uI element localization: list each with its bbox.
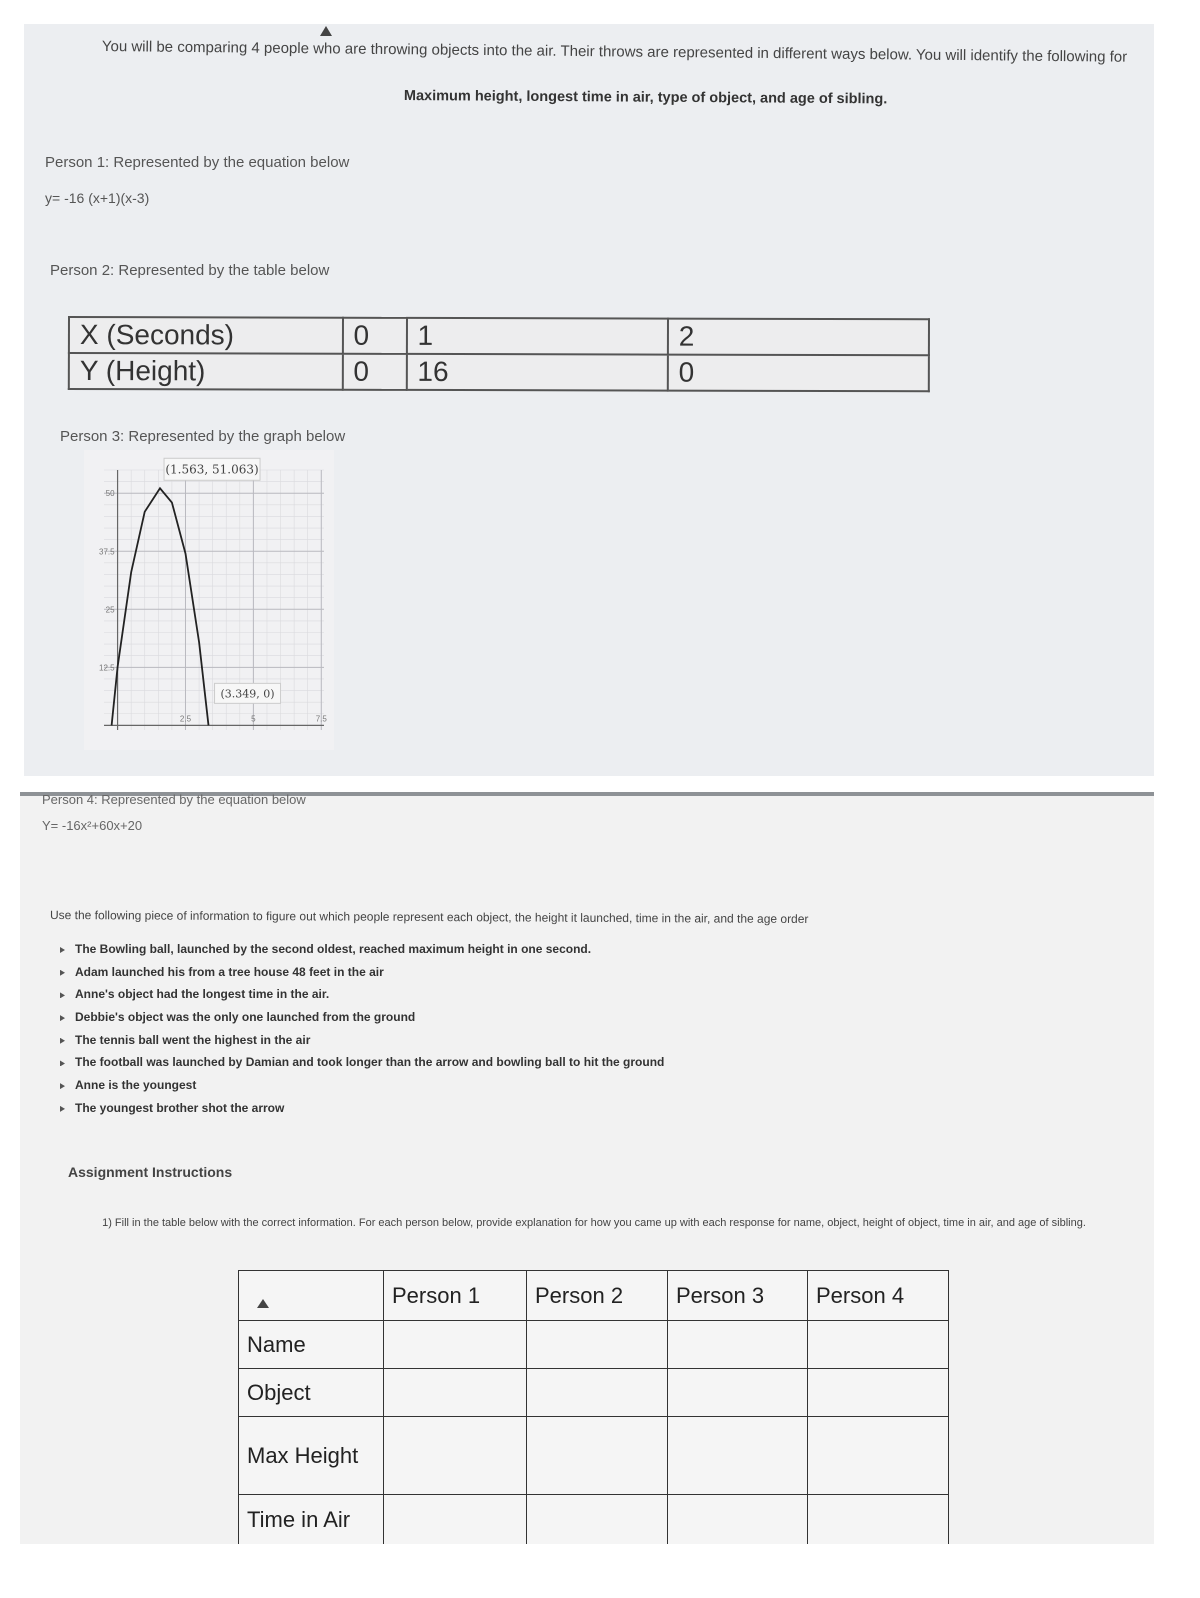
list-item: Anne's object had the longest time in the air. [60, 987, 664, 1010]
bullet-icon [60, 992, 65, 998]
answer-cell[interactable] [808, 1417, 949, 1495]
answer-cell[interactable] [527, 1369, 668, 1417]
root-label: (3.349, 0) [220, 687, 275, 701]
x-value: 0 [342, 318, 406, 354]
row-y-label: Y (Height) [69, 353, 343, 390]
answer-cell[interactable] [527, 1495, 668, 1545]
answer-cell[interactable] [668, 1321, 808, 1369]
answer-cell[interactable] [668, 1495, 808, 1545]
worksheet-top-panel [24, 24, 1154, 776]
table-row [239, 1495, 949, 1545]
table-row [69, 317, 929, 355]
person4-label: Person 4: Represented by the equation below [42, 792, 306, 807]
x-tick-label: 5 [251, 714, 256, 724]
answer-table [238, 1270, 949, 1544]
row-header: Object [239, 1369, 384, 1417]
person3-graph [84, 450, 334, 750]
person4-equation: Y= -16x²+60x+20 [42, 818, 143, 833]
list-item: Debbie's object was the only one launched from the ground [60, 1010, 664, 1033]
y-tick-label: 37.5 [99, 547, 115, 557]
row-header: Max Height [239, 1417, 384, 1495]
y-value: 16 [406, 354, 667, 391]
answer-cell[interactable] [384, 1417, 527, 1495]
y-value: 0 [668, 355, 929, 392]
answer-cell[interactable] [668, 1369, 808, 1417]
graph-background [84, 450, 334, 750]
column-header: Person 1 [384, 1271, 527, 1321]
bullet-icon [60, 947, 65, 953]
assignment-instruction: 1) Fill in the table below with the correct information. For each person below, provide explanation for how you came up with each response for name, object, height of object, time in air, and age of sibling. [102, 1217, 1086, 1229]
table-row [239, 1321, 949, 1369]
list-item: The youngest brother shot the arrow [60, 1101, 664, 1124]
bullet-icon [60, 1038, 65, 1044]
row-header: Name [239, 1321, 384, 1369]
list-item: The Bowling ball, launched by the second oldest, reached maximum height in one second. [60, 942, 664, 965]
mouse-cursor-icon [257, 1299, 269, 1308]
vertex-label: (1.563, 51.063) [165, 462, 259, 477]
assignment-heading: Assignment Instructions [68, 1164, 233, 1180]
intro-subtitle: Maximum height, longest time in air, type of object, and age of sibling. [403, 88, 888, 108]
worksheet-bottom-panel [20, 792, 1154, 1544]
person1-equation: y= -16 (x+1)(x-3) [45, 190, 150, 206]
column-header: Person 4 [808, 1271, 949, 1321]
person2-label: Person 2: Represented by the table below [50, 262, 330, 279]
x-value: 1 [406, 318, 667, 355]
answer-cell[interactable] [808, 1495, 949, 1545]
bullet-icon [60, 1106, 65, 1112]
answer-cell[interactable] [384, 1495, 527, 1545]
list-item: Adam launched his from a tree house 48 feet in the air [60, 965, 664, 988]
x-tick-label: 7.5 [315, 714, 327, 724]
y-tick-label: 25 [105, 605, 115, 615]
table-row [239, 1369, 949, 1417]
column-header: Person 2 [527, 1271, 668, 1321]
x-tick-label: 2.5 [179, 714, 192, 724]
table-row [69, 353, 929, 391]
bullet-icon [60, 1083, 65, 1089]
person3-label: Person 3: Represented by the graph below [60, 428, 346, 445]
bullet-icon [60, 970, 65, 976]
answer-cell[interactable] [527, 1321, 668, 1369]
row-header: Time in Air [239, 1495, 384, 1545]
y-tick-label: 50 [105, 489, 115, 499]
bullet-icon [60, 1060, 65, 1066]
answer-cell[interactable] [384, 1369, 527, 1417]
row-x-label: X (Seconds) [69, 317, 343, 354]
clues-intro: Use the following piece of information to figure out which people represent each object, the height it launched, time in the air, and the age order [49, 908, 809, 926]
list-item: The football was launched by Damian and took longer than the arrow and bowling ball to hit the ground [60, 1055, 664, 1078]
corner-cell [239, 1271, 384, 1321]
mouse-cursor-icon [320, 26, 332, 36]
column-header: Person 3 [668, 1271, 808, 1321]
table-row [239, 1417, 949, 1495]
answer-cell[interactable] [527, 1417, 668, 1495]
table-row [239, 1271, 949, 1321]
answer-cell[interactable] [808, 1369, 949, 1417]
y-value: 0 [342, 354, 406, 390]
answer-cell[interactable] [808, 1321, 949, 1369]
answer-cell[interactable] [384, 1321, 527, 1369]
person1-label: Person 1: Represented by the equation below [45, 154, 350, 171]
person2-table [68, 316, 930, 392]
intro-text: You will be comparing 4 people who are throwing objects into the air. Their throws are represented in different ways below. You will identify the following for [101, 38, 1128, 66]
answer-cell[interactable] [668, 1417, 808, 1495]
list-item: The tennis ball went the highest in the air [60, 1033, 664, 1056]
clue-list [60, 942, 664, 1124]
y-tick-label: 12.5 [99, 663, 115, 673]
bullet-icon [60, 1015, 65, 1021]
x-value: 2 [668, 319, 929, 356]
list-item: Anne is the youngest [60, 1078, 664, 1101]
